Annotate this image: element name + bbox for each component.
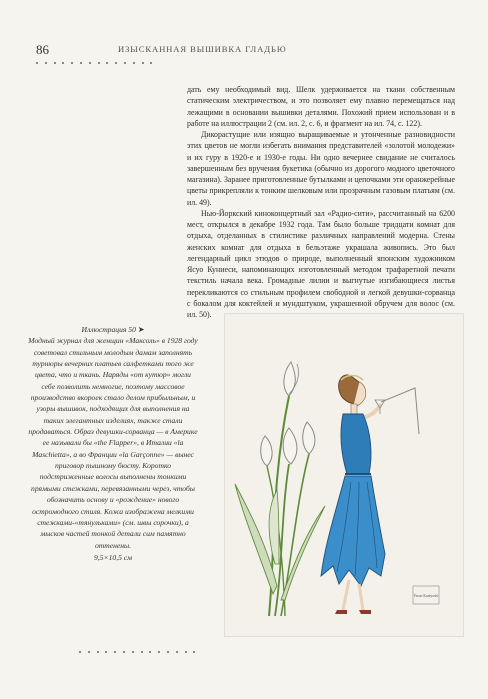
caption-text: Модный журнал для женщин «Максоль» в 1928 году советовал стильным молодым дамам заполнять турнюры вечерних платьев салфетками того же цвета, что и ткань. Наряды «от кутюр» могли себе позволить немногие, поэтому массовое производство вкороек стало делом прибыльным, и узоры вышивок, подходящих для выполнения на таких элегантных изделиях, также стали продаваться. Образ девушки-сорванца — в Америке ее называли бы «the Flapper», в Италии «la Maschietta», а во Франции «la Garçonne» — вынес приговор пышному бюсту. Коротко подстриженные волосы выполнены тонкими прямыми стежками, перевязанными через, чтобы обозначить основу и «рождение» нового остромодного стиля. Кожа изображена мелкими стежками-«тянульками» (см. швы сорочки), а мысков частей тонкой детали сим памятно оттенены. [28,336,198,550]
page-number: 86 [36,42,49,57]
body-paragraph: Дикорастущие или изящно выращиваемые и утонченные разновидности этих цветов не могли избегать внимания представителей «золотой молодежи» и их гуру в 1920-е и 1930-е годы. Ни одно вечернее свидание не считалось завершенным без вручения букетика (обычно из дорогого модного цветочного магазина). Заранее приготовленные бутылками и цепочками эти оранжерейные цветы прикрепляли к тонким шелковым или прозрачным газовым платьям (см. ил. 49). [187,130,455,207]
figure-embroidery [225,314,463,636]
caption-label: Иллюстрация 50 [81,325,136,334]
decorative-dots-top [36,62,152,64]
decorative-dots-bottom [79,651,195,653]
running-head: ИЗЫСКАННАЯ ВЫШИВКА ГЛАДЬЮ [118,44,287,54]
illustration-caption [28,324,198,563]
illustration-signature: Yasuo Kuniyoshi [413,594,439,598]
embroidery-illustration [225,314,463,636]
caption-dimensions: 9,5×10,5 см [93,552,133,562]
body-text [187,84,455,320]
body-paragraph: дать ему необходимый вид. Шелк удерживается на ткани собственным статическим электричеством, и это позволяет ему плавно перемещаться над лежащими в основании вышивки деталями. Похожий прием использован и в работе на иллюстрации 2 (см. ил. 2, с. 6, и фрагмент на ил. 74, с. 122). [187,85,455,128]
body-paragraph: Нью-Йоркский киноконцертный зал «Радио-сити», рассчитанный на 6200 мест, открылся в декабре 1932 года. Там было больше тридцати комнат для отдыха, отделанных в стилистике различных направлений модерна. Стены женских комнат для отдыха в бельэтаже украшала живопись. Это был легендарный цикл этюдов о природе, выполненный японским художником Ясуо Куниеси, напоминающих изготовленный методом трафаретной печати текстиль начала века. Громадные лилии и выгнутые изгибающиеся листья перекликаются со стильным профилем свободной и легкой девушки-сорванца с бокалом для коктейлей и мундштуком, украшенной обручем для волос (см. ил. 50). [187,208,455,319]
caption-heading [28,324,198,335]
arrow-right-icon: ➤ [137,325,145,334]
